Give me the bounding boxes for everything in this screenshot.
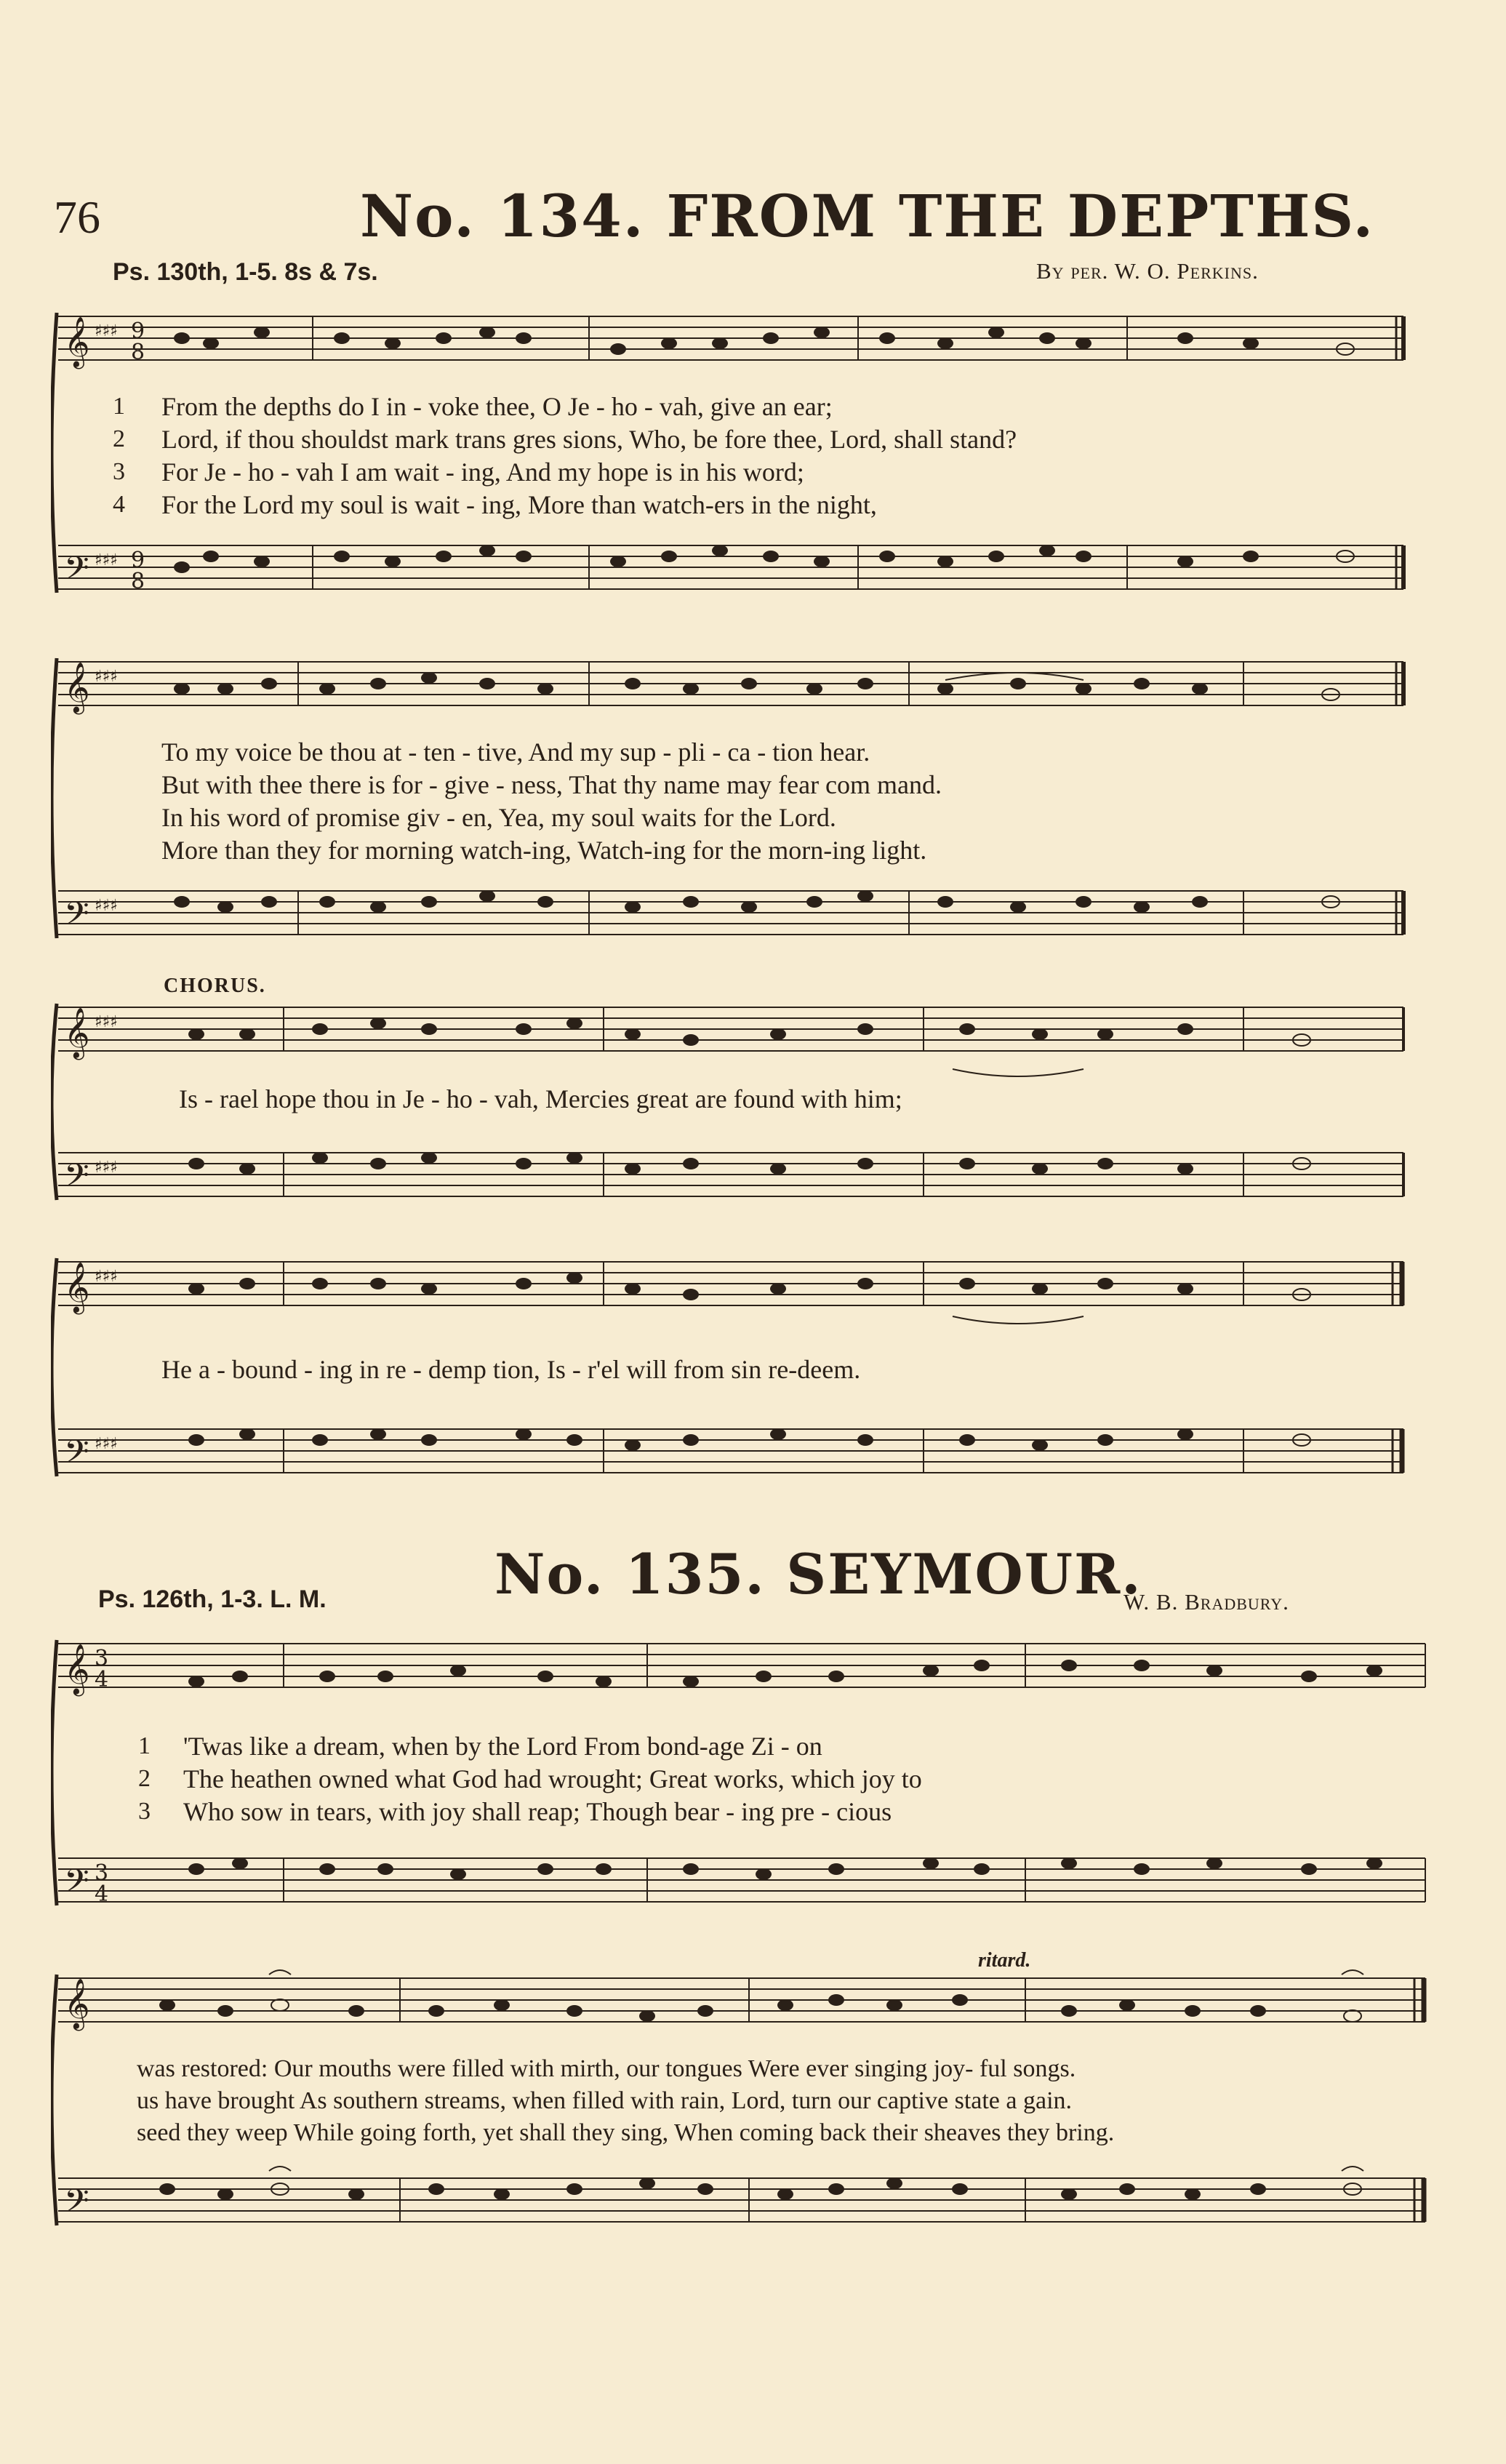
hymn-135-lyric-line: seed they weep While going forth, yet shall they sing, When coming back their sheaves they bring.: [137, 2119, 1115, 2146]
svg-text:𝄢: 𝄢: [64, 1156, 89, 1202]
svg-text:𝄢: 𝄢: [64, 895, 89, 940]
svg-text:𝄢: 𝄢: [64, 1862, 89, 1908]
hymn-134-lyric-line: But with thee there is for - give - ness, That thy name may fear com mand.: [161, 770, 942, 799]
svg-text:𝄞: 𝄞: [64, 1644, 90, 1695]
hymn-134-lyric-line: In his word of promise giv - en, Yea, my soul waits for the Lord.: [161, 803, 836, 832]
svg-text:♯♯♯: ♯♯♯: [95, 668, 118, 686]
svg-text:9: 9: [131, 319, 145, 344]
hymn-135-lyric-line: Who sow in tears, with joy shall reap; Though bear - ing pre - cious: [183, 1797, 892, 1826]
svg-text:𝄢: 𝄢: [64, 1433, 89, 1479]
hymn-135-lyric-line: was restored: Our mouths were filled with mirth, our tongues Were ever singing joy- ful songs.: [137, 2055, 1076, 2082]
svg-text:𝄞: 𝄞: [64, 1007, 90, 1058]
hymn-134-meta: Ps. 130th, 1-5. 8s & 7s.: [113, 258, 378, 286]
svg-text:♯♯♯: ♯♯♯: [95, 1268, 118, 1286]
hymn-135-meta: Ps. 126th, 1-3. L. M.: [98, 1585, 327, 1613]
svg-text:♯♯♯: ♯♯♯: [95, 1013, 118, 1031]
svg-text:♯♯♯: ♯♯♯: [95, 1159, 118, 1177]
svg-text:8: 8: [131, 340, 145, 365]
hymn-134-lyric-line: For the Lord my soul is wait - ing, More than watch-ers in the night,: [161, 490, 877, 519]
svg-text:𝄢: 𝄢: [64, 2182, 89, 2228]
hymn-135-credit: W. B. Bradbury.: [1124, 1589, 1289, 1615]
svg-text:4: 4: [95, 1667, 109, 1692]
hymn-134-lyric-line: From the depths do I in - voke thee, O Je - ho - vah, give an ear;: [161, 392, 833, 421]
svg-text:𝄢: 𝄢: [64, 549, 89, 595]
hymn-134-lyric-line: To my voice be thou at - ten - tive, And my sup - pli - ca - tion hear.: [161, 737, 870, 767]
svg-text:𝄞: 𝄞: [64, 662, 90, 713]
hymn-135-lyric-line: The heathen owned what God had wrought; Great works, which joy to: [183, 1764, 922, 1793]
hymn-134-verse-number: 3: [113, 458, 125, 485]
svg-text:9: 9: [131, 548, 145, 573]
hymn-135-verse-number: 1: [138, 1732, 151, 1759]
hymn-134-verse-number: 4: [113, 491, 125, 518]
hymn-135-lyric-line: 'Twas like a dream, when by the Lord From bond-age Zi - on: [183, 1732, 822, 1761]
hymn-135-lyric-line: us have brought As southern streams, when filled with rain, Lord, turn our captive state a gain.: [137, 2087, 1073, 2114]
hymn-134-title: No. 134. FROM THE DEPTHS.: [360, 182, 1375, 250]
ritard-marking: ritard.: [978, 1949, 1031, 1972]
hymn-134-verse-number: 1: [113, 393, 125, 420]
svg-text:♯♯♯: ♯♯♯: [95, 551, 118, 569]
svg-text:𝄞: 𝄞: [64, 1262, 90, 1313]
hymn-134-lyric-line: For Je - ho - vah I am wait - ing, And my hope is in his word;: [161, 457, 804, 487]
chorus-label: CHORUS.: [164, 975, 266, 997]
svg-text:3: 3: [95, 1860, 109, 1886]
hymn-134-chorus-line: He a - bound - ing in re - demp tion, Is - r'el will from sin re-deem.: [161, 1355, 861, 1384]
hymn-134-verse-number: 2: [113, 425, 125, 452]
page-number: 76: [54, 191, 100, 243]
svg-text:♯♯♯: ♯♯♯: [95, 322, 118, 340]
svg-text:𝄞: 𝄞: [64, 1978, 90, 2029]
svg-text:♯♯♯: ♯♯♯: [95, 1435, 118, 1453]
svg-text:♯♯♯: ♯♯♯: [95, 897, 118, 915]
hymn-135-title: No. 135. SEYMOUR.: [494, 1542, 1142, 1607]
svg-text:8: 8: [131, 569, 145, 594]
svg-text:3: 3: [95, 1646, 109, 1671]
svg-text:4: 4: [95, 1881, 109, 1907]
hymn-135-verse-number: 2: [138, 1765, 151, 1792]
hymn-134-lyric-line: Lord, if thou shouldst mark trans gres sions, Who, be fore thee, Lord, shall stand?: [161, 425, 1017, 454]
svg-text:𝄞: 𝄞: [64, 316, 90, 367]
hymn-134-credit: By per. W. O. Perkins.: [1036, 258, 1259, 284]
hymn-135-verse-number: 3: [138, 1798, 151, 1825]
hymn-134-chorus-line: Is - rael hope thou in Je - ho - vah, Mercies great are found with him;: [179, 1084, 902, 1113]
hymn-134-lyric-line: More than they for morning watch-ing, Watch-ing for the morn-ing light.: [161, 836, 927, 865]
